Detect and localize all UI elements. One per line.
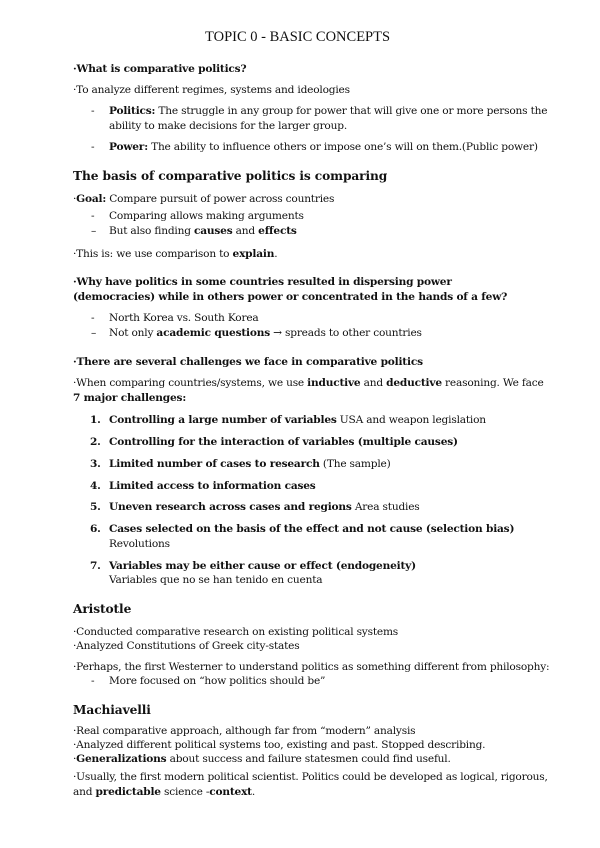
challenge-note: Variables que no se han tenido en cuenta [109, 574, 323, 586]
aristotle-line-2: ·Analyzed Constitutions of Greek city-states [73, 640, 300, 652]
academic-questions-line: Not only academic questions → spreads to other countries [109, 327, 422, 339]
bullet-dot: · [73, 626, 77, 638]
bullet-dot: · [73, 661, 77, 673]
definition-power: Power: The ability to influence others or impose one’s will on them.(Public power) [109, 141, 538, 153]
challenge-item: Uneven research across cases and regions Area studies [109, 501, 420, 513]
bullet-dot: · [73, 63, 77, 75]
dash: – [91, 327, 97, 339]
aristotle-line-1: ·Conducted comparative research on existing political systems [73, 626, 399, 638]
bullet-dot: · [73, 377, 77, 389]
machiavelli-line-1: ·Real comparative approach, although far from “modern” analysis [73, 725, 416, 737]
machiavelli-line-5: and predictable science -context. [73, 786, 256, 798]
aristotle-line-3: ·Perhaps, the first Westerner to understand politics as something different from philosophy: [73, 661, 550, 673]
definition-politics-cont: ability to make decisions for the larger group. [109, 120, 347, 132]
seven-challenges-label: 7 major challenges: [73, 392, 187, 404]
goal-line: ·Goal: Compare pursuit of power across countries [73, 193, 335, 205]
challenge-number: 3. [90, 458, 101, 470]
page-title: TOPIC 0 - BASIC CONCEPTS [205, 29, 391, 45]
challenge-item: Cases selected on the basis of the effect and not cause (selection bias) [109, 523, 515, 535]
challenges-heading: ·There are several challenges we face in comparative politics [73, 356, 423, 368]
dash: - [91, 210, 95, 222]
dash: – [91, 225, 97, 237]
challenge-number: 5. [90, 501, 101, 513]
bullet-dot: · [73, 771, 77, 783]
machiavelli-line-3: ·Generalizations about success and failure statesmen could find useful. [73, 753, 451, 765]
bullet-dot: · [73, 193, 77, 205]
challenge-number: 2. [90, 436, 101, 448]
bullet-dot: · [73, 84, 77, 96]
challenge-number: 4. [90, 480, 101, 492]
korea-example: North Korea vs. South Korea [109, 312, 259, 324]
definition-politics: Politics: The struggle in any group for power that will give one or more persons the [109, 105, 548, 117]
challenge-item: Limited access to information cases [109, 480, 316, 492]
aristotle-detail: More focused on “how politics should be” [109, 675, 326, 687]
question-what-is-comparative-politics: ·What is comparative politics? [73, 63, 247, 75]
dash: - [91, 312, 95, 324]
challenge-item: Variables may be either cause or effect (endogeneity) [109, 560, 416, 572]
bullet-dot: · [73, 753, 77, 765]
bullet-dot: · [73, 356, 77, 368]
bullet-dot: · [73, 276, 77, 288]
heading-machiavelli: Machiavelli [73, 703, 151, 717]
dash: - [91, 675, 95, 687]
challenge-number: 7. [90, 560, 101, 572]
question-dispersing-power-cont: (democracies) while in others power or concentrated in the hands of a few? [73, 291, 508, 303]
goal-detail-1: Comparing allows making arguments [109, 210, 304, 222]
challenge-item: Controlling a large number of variables USA and weapon legislation [109, 414, 486, 426]
challenge-number: 6. [90, 523, 101, 535]
challenge-item: Controlling for the interaction of variables (multiple causes) [109, 436, 458, 448]
goal-detail-2: But also finding causes and effects [109, 225, 297, 237]
question-dispersing-power: ·Why have politics in some countries resulted in dispersing power [73, 276, 452, 288]
bullet-dot: · [73, 739, 77, 751]
heading-basis-of-comparative-politics: The basis of comparative politics is comparing [73, 169, 388, 183]
challenge-item: Limited number of cases to research (The sample) [109, 458, 391, 470]
bullet-dot: · [73, 725, 77, 737]
machiavelli-line-4: ·Usually, the first modern political scientist. Politics could be developed as logical, rigorous, [73, 771, 548, 783]
challenge-number: 1. [90, 414, 101, 426]
bullet-dot: · [73, 640, 77, 652]
dash: - [91, 105, 95, 117]
dash: - [91, 141, 95, 153]
challenge-note: Revolutions [109, 538, 170, 550]
intro-line: ·To analyze different regimes, systems and ideologies [73, 84, 350, 96]
heading-aristotle: Aristotle [73, 602, 132, 616]
bullet-dot: · [73, 248, 77, 260]
reasoning-line: ·When comparing countries/systems, we use inductive and deductive reasoning. We face [73, 377, 544, 389]
explain-line: ·This is: we use comparison to explain. [73, 248, 278, 260]
machiavelli-line-2: ·Analyzed different political systems too, existing and past. Stopped describing. [73, 739, 486, 751]
